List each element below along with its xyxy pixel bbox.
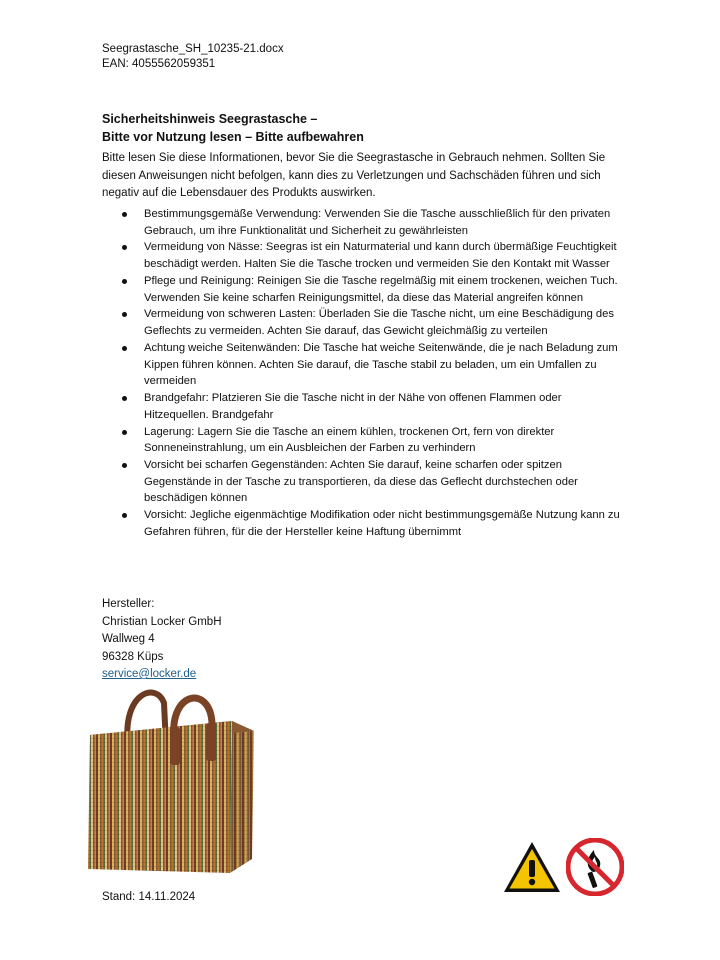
manufacturer-label: Hersteller: <box>102 598 155 610</box>
bullet-icon <box>122 430 127 435</box>
ean-code: EAN: 4055562059351 <box>102 58 216 70</box>
warning-triangle-icon <box>502 840 562 894</box>
seagrass-bag-image <box>82 683 258 875</box>
bullet-icon <box>122 346 127 351</box>
bullet-icon <box>122 279 127 284</box>
bullet-icon <box>122 245 127 250</box>
list-item: Vorsicht bei scharfen Gegenständen: Achten Sie darauf, keine scharfen oder spitzen Gegenstände in der Tasche zu transportieren, da diese das Geflecht durchstechen oder beschädigen können <box>102 457 622 507</box>
list-item: Bestimmungsgemäße Verwendung: Verwenden Sie die Tasche ausschließlich für den privaten Gebrauch, um ihre Funktionalität und Sicherheit zu gewährleisten <box>102 206 622 239</box>
revision-date: Stand: 14.11.2024 <box>102 891 196 903</box>
no-open-flame-icon <box>566 838 624 896</box>
list-item: Vermeidung von Nässe: Seegras ist ein Naturmaterial und kann durch übermäßige Feuchtigkeit beschädigt werden. Halten Sie die Tasche trocken und vermeiden Sie den Kontakt mit Wasser <box>102 239 622 272</box>
list-item: Vermeidung von schweren Lasten: Überladen Sie die Tasche nicht, um eine Beschädigung des Geflechts zu vermeiden. Achten Sie darauf, das Gewicht gleichmäßig zu verteilen <box>102 306 622 339</box>
manufacturer-name: Christian Locker GmbH <box>102 615 222 628</box>
bullet-icon <box>122 513 127 518</box>
safety-hints-list <box>102 206 622 541</box>
bullet-icon <box>122 396 127 401</box>
manufacturer-street: Wallweg 4 <box>102 633 155 645</box>
bullet-icon <box>122 312 127 317</box>
intro-paragraph: Bitte lesen Sie diese Informationen, bevor Sie die Seegrastasche in Gebrauch nehmen. Sollten Sie diesen Anweisungen nicht befolgen, kann dies zu Verletzungen und Sachschäden führen und sich negativ auf die Lebensdauer des Produkts auswirken. <box>102 152 606 199</box>
list-item: Brandgefahr: Platzieren Sie die Tasche nicht in der Nähe von offenen Flammen oder Hitzequellen. Brandgefahr <box>102 390 622 423</box>
list-item: Achtung weiche Seitenwänden: Die Tasche hat weiche Seitenwände, die je nach Beladung zum Kippen führen können. Achten Sie darauf, die Tasche stabil zu beladen, um ein Umfallen zu vermeiden <box>102 340 622 390</box>
manufacturer-block <box>102 596 222 684</box>
title-line-2: Bitte vor Nutzung lesen – Bitte aufbewahren <box>102 130 364 144</box>
manufacturer-email-link[interactable]: service@locker.de <box>102 668 197 680</box>
manufacturer-city: 96328 Küps <box>102 650 164 663</box>
bullet-icon <box>122 212 127 217</box>
list-item: Pflege und Reinigung: Reinigen Sie die Tasche regelmäßig mit einem trockenen, weichen Tuch. Verwenden Sie keine scharfen Reinigungsmittel, da diese das Material angreifen können <box>102 273 622 306</box>
document-filename: Seegrastasche_SH_10235-21.docx <box>102 43 284 55</box>
title-line-1: Sicherheitshinweis Seegrastasche – <box>102 112 318 126</box>
list-item: Vorsicht: Jegliche eigenmächtige Modifikation oder nicht bestimmungsgemäße Nutzung kann zu Gefahren führen, für die der Hersteller keine Haftung übernimmt <box>102 507 622 540</box>
list-item: Lagerung: Lagern Sie die Tasche an einem kühlen, trockenen Ort, fern von direkter Sonneneinstrahlung, um ein Ausbleichen der Farben zu verhindern <box>102 424 622 457</box>
bullet-icon <box>122 463 127 468</box>
